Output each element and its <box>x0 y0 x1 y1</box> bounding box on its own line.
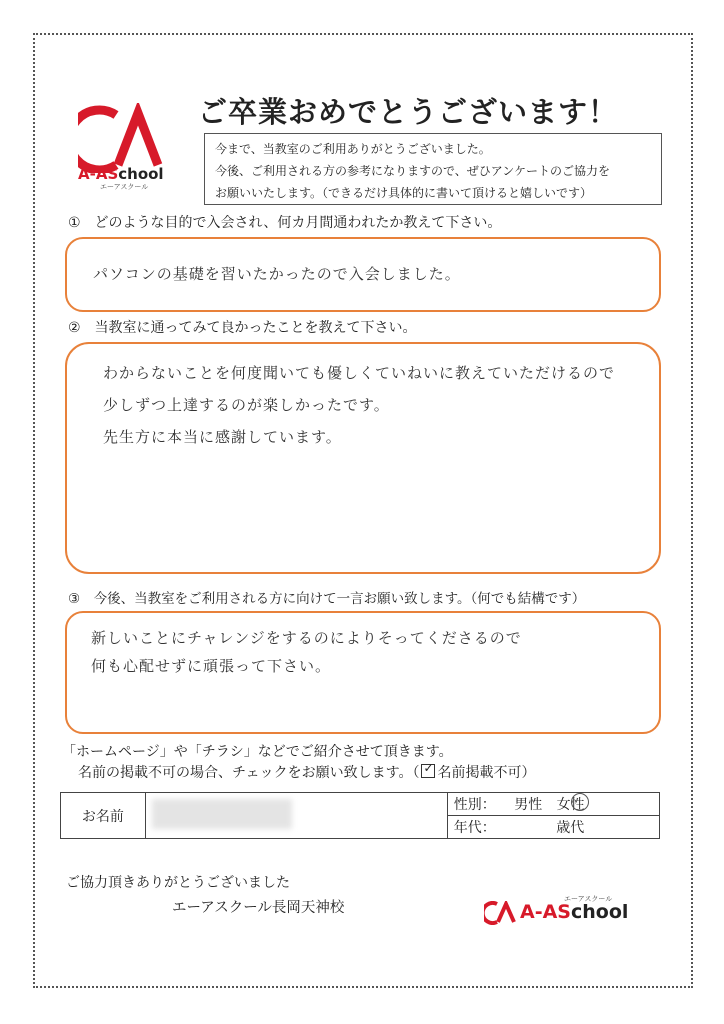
intro-box <box>204 133 662 205</box>
page-title: ご卒業おめでとうございます！ <box>198 95 619 129</box>
footer-logo <box>484 895 649 929</box>
selection-circle-icon <box>571 793 589 811</box>
info-table <box>60 792 660 839</box>
answer-1-line: パソコンの基礎を習いたかったので入会しました。 <box>93 265 461 283</box>
logo-mark-icon <box>484 901 522 925</box>
gender-female[interactable]: 女性 <box>557 797 585 813</box>
intro-line: 今まで、当教室のご利用ありがとうございました。 <box>215 142 491 156</box>
logo <box>78 103 174 191</box>
age-label: 年代： <box>453 820 496 836</box>
intro-line: お願いいたします。（できるだけ具体的に書いて頂けると嬉しいです） <box>215 186 593 200</box>
answer-2-line: 先生方に本当に感謝しています。 <box>103 428 342 446</box>
answer-3-line: 新しいことにチャレンジをするのによりそってくださるので <box>91 629 522 647</box>
notice-line-2 <box>78 762 535 782</box>
gender-label: 性別： <box>453 797 496 813</box>
redacted-name <box>152 799 292 829</box>
footer-logo-brand: A-ASchool <box>520 901 629 923</box>
school-name: エーアスクール長岡天神校 <box>172 900 345 916</box>
name-field[interactable] <box>145 793 447 839</box>
age-suffix: 歳代 <box>556 820 585 836</box>
question-1-label: ① どのような目的で入会され、何カ月間通われたか教えて下さい。 <box>68 215 502 231</box>
question-3-label: ③ 今後、当教室をご利用される方に向けて一言お願い致します。（何でも結構です） <box>68 591 586 607</box>
answer-box-2[interactable] <box>65 342 661 574</box>
thanks-text: ご協力頂きありがとうございました <box>66 875 290 891</box>
question-2-label: ② 当教室に通ってみて良かったことを教えて下さい。 <box>68 320 417 336</box>
notice-line-1: 「ホームページ」や「チラシ」などでご紹介させて頂きます。 <box>62 744 453 760</box>
answer-3-line: 何も心配せずに頑張って下さい。 <box>91 657 332 675</box>
answer-2-line: わからないことを何度聞いても優しくていねいに教えていただけるので <box>103 364 616 382</box>
checkbox-label: 名前掲載不可） <box>437 765 536 781</box>
gender-male[interactable]: 男性 <box>514 797 543 813</box>
logo-brand: A-ASchool <box>78 165 164 183</box>
name-label-cell <box>61 793 146 839</box>
intro-line: 今後、ご利用される方の参考になりますので、ぜひアンケートのご協力を <box>215 164 611 178</box>
checkbox[interactable] <box>421 761 435 778</box>
age-cell[interactable] <box>447 816 659 839</box>
answer-2-line: 少しずつ上達するのが楽しかったです。 <box>103 396 390 414</box>
logo-reading: エーアスクール <box>100 183 149 191</box>
notice-text: 名前の掲載不可の場合、チェックをお願い致します。（ <box>78 765 420 781</box>
check-icon: ✓ <box>423 761 434 775</box>
gender-cell[interactable] <box>447 793 659 816</box>
footer-logo-reading: エーアスクール <box>564 895 613 903</box>
name-label: お名前 <box>81 808 124 825</box>
logo-mark-icon <box>78 103 174 173</box>
answer-box-3[interactable] <box>65 611 661 734</box>
answer-box-1[interactable] <box>65 237 661 312</box>
